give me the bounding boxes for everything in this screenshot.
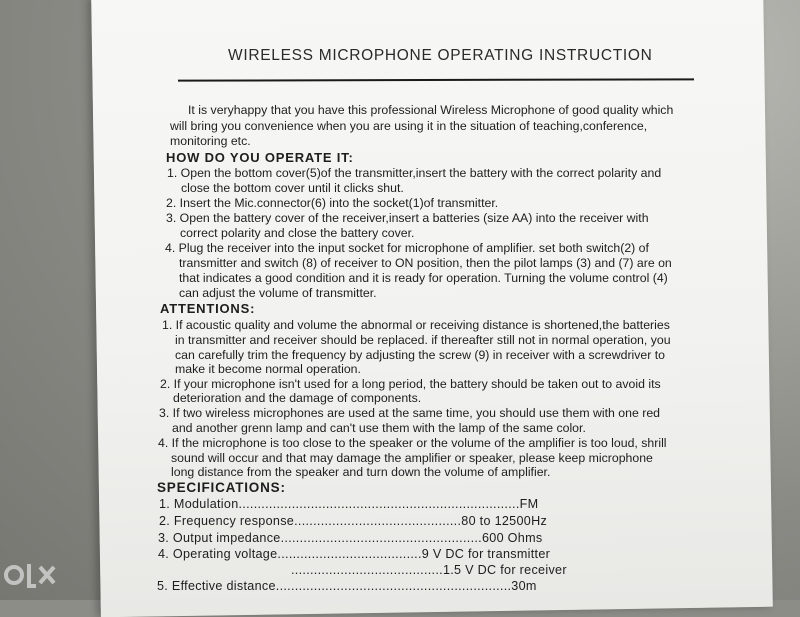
spec-modulation: 1. Modulation..........................................................................FM bbox=[159, 497, 539, 511]
operate-line: that indicates a good condition and it is ready for operation. Turning the volume control (4) bbox=[179, 271, 668, 285]
attention-line: deterioration and the damage of components. bbox=[173, 391, 422, 405]
attention-line: in transmitter and receiver should be replaced. if thereafter still not in normal operation, you bbox=[175, 333, 671, 347]
intro-line: It is veryhappy that you have this professional Wireless Microphone of good quality which bbox=[188, 103, 674, 117]
spec-operating-voltage: 4. Operating voltage......................................9 V DC for transmitter bbox=[158, 547, 551, 561]
operate-line: correct polarity and close the battery cover. bbox=[180, 226, 415, 240]
operate-line: 4. Plug the receiver into the input socket for microphone of amplifier. set both switch(2) of bbox=[165, 241, 649, 255]
attention-line: 4. If the microphone is too close to the speaker or the volume of the amplifier is too loud, shrill bbox=[158, 436, 667, 450]
operate-line: transmitter and switch (8) of receiver to ON position, then the pilot lamps (3) and (7) are on bbox=[179, 256, 672, 270]
attentions-heading: ATTENTIONS: bbox=[160, 301, 256, 316]
title-underline bbox=[178, 78, 694, 81]
intro-line: will bring you convenience when you are using it in the situation of teaching,conference, bbox=[170, 119, 648, 133]
document-title: WIRELESS MICROPHONE OPERATING INSTRUCTION bbox=[228, 47, 653, 64]
attention-line: can carefully trim the frequency by adjusting the screw (9) in receiver with a screwdriver to bbox=[175, 348, 666, 362]
attention-line: 2. If your microphone isn't used for a long period, the battery should be taken out to avoid its bbox=[160, 377, 661, 391]
attention-line: and another grenn lamp and can't use them with the lamp of the same color. bbox=[172, 421, 586, 435]
operate-line: 3. Open the battery cover of the receiver,insert a batteries (size AA) into the receiver with bbox=[166, 211, 649, 225]
attention-line: 3. If two wireless microphones are used at the same time, you should use them with one red bbox=[159, 406, 661, 420]
spec-output-impedance: 3. Output impedance.....................................................600 Ohms bbox=[158, 531, 543, 545]
operate-line: can adjust the volume of transmitter. bbox=[179, 286, 377, 300]
attention-line: sound will occur and that may damage the amplifier or speaker, please keep microphone bbox=[171, 451, 653, 465]
specifications-heading: SPECIFICATIONS: bbox=[157, 480, 286, 495]
operate-line: close the bottom cover until it clicks shut. bbox=[181, 181, 404, 195]
attention-line: make it become normal operation. bbox=[175, 362, 361, 376]
spec-effective-distance: 5. Effective distance..............................................................30m bbox=[157, 579, 537, 593]
attention-line: long distance from the speaker and turn down the volume of amplifier. bbox=[171, 465, 551, 479]
spec-operating-voltage-receiver: ........................................1.5 V DC for receiver bbox=[291, 563, 567, 577]
intro-line: monitoring etc. bbox=[170, 134, 251, 148]
attention-line: 1. If acoustic quality and volume the abnormal or receiving distance is shortened,the batteries bbox=[162, 318, 670, 332]
operate-line: 1. Open the bottom cover(5)of the transmitter,insert the battery with the correct polarity and bbox=[167, 166, 662, 180]
operate-heading: HOW DO YOU OPERATE IT: bbox=[166, 150, 354, 165]
olx-watermark-logo bbox=[2, 556, 60, 594]
spec-frequency-response: 2. Frequency response............................................80 to 12500Hz bbox=[159, 514, 548, 528]
operate-line: 2. Insert the Mic.connector(6) into the socket(1)of transmitter. bbox=[166, 196, 499, 210]
